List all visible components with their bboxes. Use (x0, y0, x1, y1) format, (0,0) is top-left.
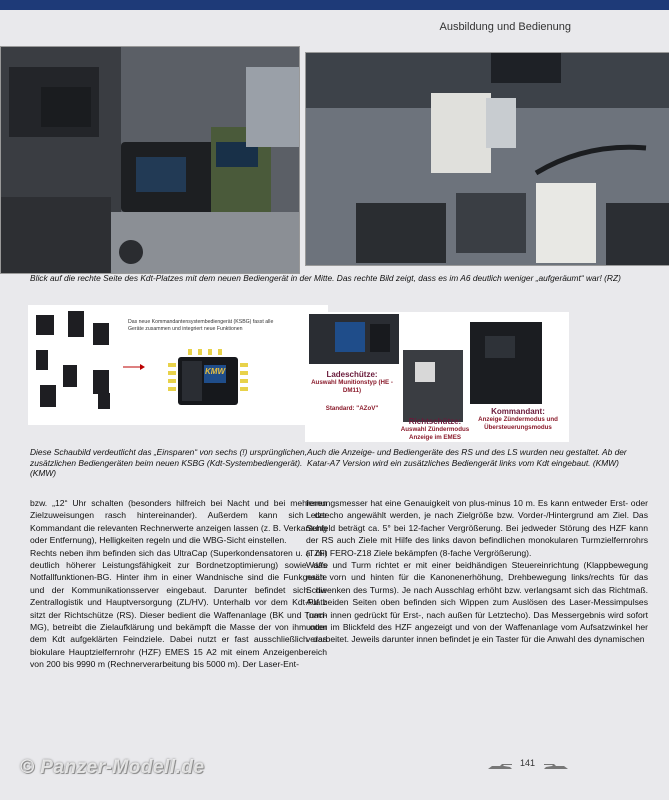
body-column-right (306, 497, 648, 646)
tank-silhouette-icon (486, 758, 514, 766)
body-paragraph: fernungsmesser hat eine Genauigkeit von plus-minus 10 m. Es kann entweder Erst- oder Letztecho angewählt werden, je nach Zielgröße bzw. Vorder-/Hintergrund am Ziel. Das Sehfeld beträgt ca. 5° bei 12-facher Vergrößerung. Bei jedweder Störung des HZF kann der RS auch Ziele mit Hilfe des links davon befindlichen monokularen Turmzielfernrohrs (TZF) FERO-Z18 Ziele bekämpfen (8-fache Vergrößerung). (306, 498, 648, 558)
caption-top: Blick auf die rechte Seite des Kdt-Platzes mit dem neuen Bediengerät in der Mitte. Das rechte Bild zeigt, dass es im A6 deutlich weniger „aufgeräumt“ war! (RZ) (30, 273, 621, 283)
label-ladeschuetze (307, 370, 397, 394)
kommandant-title: Kommandant: (491, 407, 545, 416)
diagram-ksbg (28, 305, 328, 425)
ladeschuetze-title: Ladeschütze: (326, 370, 378, 379)
page-number: 141 (520, 758, 536, 768)
watermark: © Panzer-Modell.de (20, 757, 205, 778)
label-standard: Standard: "AZoV" (325, 405, 379, 412)
body-paragraph: Rechts neben ihm befinden sich das UltraCap (Superkondensatoren u. a. mit deutlich höherer Leistungsfähigkeit zur Bordnetzoptimierung) sowie das Notfallfunktionen-BG. Hinter ihm in einer Wandnische sind die Funkgeräte und der Kommunikationsserver eingebaut. Darunter befindet sich die Zentrallogistik und Hauptversorgung (ZL/HV). Unterhalb vor dem Kdt-Platz sitzt der Richtschütze (RS). Dieser bedient die Waffenanlage (BK und Turm-MG), betreibt die Zielaufklärung und bekämpft die Masse der von ihm oder dem Kdt aufgeklärten Feindziele. Dabei nutzt er fast ausschließlich das biokulare Hauptzielfernrohr (HZF) EMES 15 A2 mit einem Anzeigenbereich von 200 bis 9990 m (Rechnerverarbeitung bis 5000 m). Der Laser-Ent- (30, 547, 327, 670)
caption-right: Auch die Anzeige- und Bediengeräte des RS und des LS wurden neu gestaltet. Ab der Katar-A7 Version wird ein zusätzliches Bediengerät links vom Kdt eingebaut. (KMW) (307, 447, 627, 468)
body-column-left (30, 497, 327, 671)
label-kommandant (469, 407, 567, 431)
kommandant-desc: Anzeige Zündermodus und Übersteuerungsmodus (478, 416, 558, 431)
photo-commander-station (0, 46, 300, 274)
diagram-ksbg-note: Das neue Kommandantensystembediengerät (KSBG) fasst alle Geräte zusammen und integriert neue Funktionen (128, 319, 274, 332)
tank-silhouette-icon (542, 758, 570, 766)
richtschuetze-title: Richtschütze: (408, 417, 462, 426)
body-paragraph: bzw. „12“ Uhr schalten (besonders hilfreich bei Nacht und bei mehreren Zielzuweisungen rasch hintereinander). Außerdem kann sich der Kommandant die relevanten Rechnerwerte anzeigen lassen (z. B. Verkantung oder Entfernung), Helligkeiten regeln und die WBG-Sicht einstellen. (30, 498, 327, 546)
richtschuetze-desc: Auswahl Zündermodus Anzeige im EMES (400, 426, 470, 441)
diagram-crew-controls (305, 312, 569, 442)
caption-left: Diese Schaubild verdeutlicht das „Einsparen“ von sechs (!) ursprünglichen, zusätzlichen Bediengeräten beim neuen KSBG (Kdt-Systembediengerät). (KMW) (30, 447, 307, 478)
body-paragraph: Waffe und Turm richtet er mit einer beidhändigen Steuereinrichtung (Klappbewegung nach vorn und hinten für die Kanonenerhöhung, Drehbewegung links/rechts für das Schwenken des Turms). Je nach Ausschlag erhöht bzw. verlangsamt sich das Richtmaß. Auf beiden Seiten oben befinden sich Wippen zum Auslösen des Laser-Messimpulses (nach innen gedrückt für Erst-, nach außen für Letztecho). Das Messergebnis wird sofort unten im Blickfeld des HZF angezeigt und von der Waffenanlage vom Aufsatzwinkel her verarbeitet. Jeweils darunter innen befindet je ein Taster für die Anwahl des dynamischen (306, 560, 648, 645)
section-header: Ausbildung und Bedienung (439, 21, 571, 33)
label-richtschuetze (397, 417, 473, 441)
device-brand-logo: KMW (205, 367, 225, 376)
ladeschuetze-desc: Auswahl Munitionstyp (HE - DM11) (311, 379, 393, 394)
top-band (0, 0, 669, 10)
photo-a6-station (305, 52, 669, 266)
